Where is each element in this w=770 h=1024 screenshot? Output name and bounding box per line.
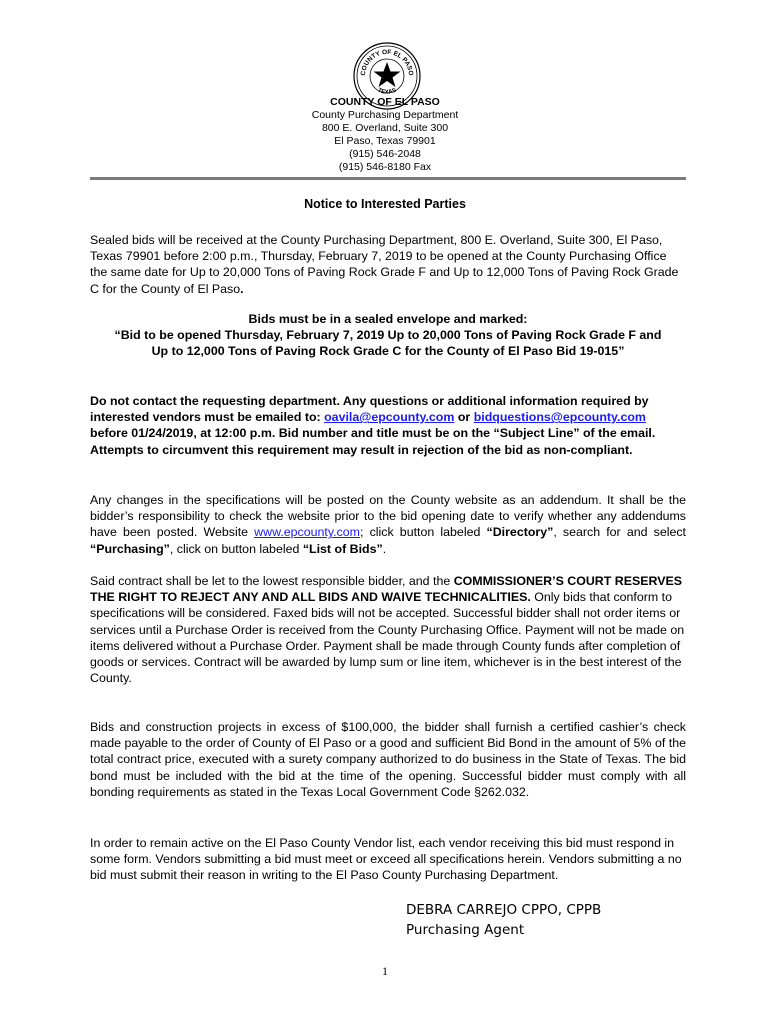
sealed-bids-period: . xyxy=(240,281,244,296)
notice-title: Notice to Interested Parties xyxy=(304,197,466,211)
envelope-marking-heading: Bids must be in a sealed envelope and marked: xyxy=(248,312,528,326)
fax-number: (915) 546-8180 Fax xyxy=(338,161,432,173)
svg-text:COUNTY OF EL PASO: COUNTY OF EL PASO xyxy=(359,48,415,77)
organization-name: COUNTY OF EL PASO xyxy=(330,96,440,108)
court-reservation-text: COMMISSIONER’S COURT RESERVES THE RIGHT TO REJECT ANY AND ALL BIDS AND WAIVE TECHNICALITIES. xyxy=(90,574,683,605)
envelope-marking-block xyxy=(110,311,666,360)
sealed-bids-text: Sealed bids will be received at the County Purchasing Department, 800 E. Overland, Suite 300, El Paso, Texas 79901 before 2:00 p.m., Thursday, February 7, 2019 to be opened at the County Purchasing Office the same date for Up to 20,000 Tons of Paving Rock Grade F and Up to 12,000 Tons of Paving Rock Grade C for the County of El Paso xyxy=(90,233,679,296)
address-line-2: El Paso, Texas 79901 xyxy=(334,135,436,147)
email-link-bidquestions[interactable]: bidquestions@epcounty.com xyxy=(473,410,646,425)
department-name: County Purchasing Department xyxy=(311,109,459,121)
signatory-title: Purchasing Agent xyxy=(406,922,525,938)
contract-text-1: Said contract shall be let to the lowest responsible bidder, and the xyxy=(90,574,454,588)
sealed-bids-paragraph xyxy=(90,232,686,297)
contact-instructions-paragraph xyxy=(90,393,686,458)
bid-bond-paragraph: Bids and construction projects in excess of $100,000, the bidder shall furnish a certified cashier’s check made payable to the order of County of El Paso or a good and sufficient Bid Bond in the amount of 5% of the total contract price, executed with a surety company authorized to do business in the State of Texas. The bid bond must be included with the bid at the time of the opening. Successful bidder must comply with all bonding requirements as stated in the Texas Local Government Code §262.032. xyxy=(90,720,686,799)
directory-label: “Directory” xyxy=(486,525,554,540)
svg-text:TEXAS: TEXAS xyxy=(376,87,398,96)
header-divider xyxy=(90,177,686,180)
spec-text-3: , search for and select xyxy=(553,525,687,540)
spec-text-1: Any changes in the specifications will be posted on the County website as an addendum. It shall be the bidder’s responsibility to check the website prior to the bid opening date to verify whether any addendums have been posted. Website xyxy=(90,493,686,540)
phone-number: (915) 546-2048 xyxy=(349,148,421,160)
list-of-bids-label: “List of Bids” xyxy=(302,541,383,556)
contact-text-2: or xyxy=(454,410,474,425)
vendor-list-paragraph: In order to remain active on the El Paso County Vendor list, each vendor receiving this bid must respond in some form. Vendors submitting a bid must meet or exceed all specifications herein. Vendors submitting a no bid must submit their reason in writing to the El Paso County Purchasing Department. xyxy=(90,836,682,883)
address-line-1: 800 E. Overland, Suite 300 xyxy=(321,122,449,134)
specifications-paragraph xyxy=(90,492,686,557)
spec-text-4: , click on button labeled xyxy=(169,541,303,556)
letterhead xyxy=(0,96,770,174)
contact-text-1: Do not contact the requesting department. Any questions or additional information required by interested vendors must be emailed to: xyxy=(90,394,649,425)
email-link-oavila[interactable]: oavila@epcounty.com xyxy=(324,410,455,425)
signature-block xyxy=(406,900,601,940)
website-link[interactable]: www.epcounty.com xyxy=(254,525,360,540)
spec-text-2: ; click button labeled xyxy=(360,525,487,540)
purchasing-label: “Purchasing” xyxy=(90,541,170,556)
contract-text-2: Only bids that conform to specifications will be considered. Faxed bids will not be accepted. Successful bidder shall not order items or services until a Purchase Order is received from the County Purchasing Office. Payment will not be made on items delivered without a Purchase Order. Payment shall be made through County funds after completion of goods or services. Contract will be awarded by lump sum or line item, whichever is in the best interest of the County. xyxy=(90,590,685,686)
spec-text-5: . xyxy=(382,541,387,556)
contract-terms-paragraph xyxy=(90,573,686,686)
signatory-name: DEBRA CARREJO CPPO, CPPB xyxy=(406,902,602,918)
page-number: 1 xyxy=(382,964,388,978)
contact-text-3: before 01/24/2019, at 12:00 p.m. Bid number and title must be on the “Subject Line” of the email. Attempts to circumvent this requirement may result in rejection of the bid as non-compliant. xyxy=(90,426,656,457)
envelope-marking-text: “Bid to be opened Thursday, February 7, 2019 Up to 20,000 Tons of Paving Rock Grade F and Up to 12,000 Tons of Paving Rock Grade C for the County of El Paso Bid 19-015” xyxy=(114,328,662,359)
